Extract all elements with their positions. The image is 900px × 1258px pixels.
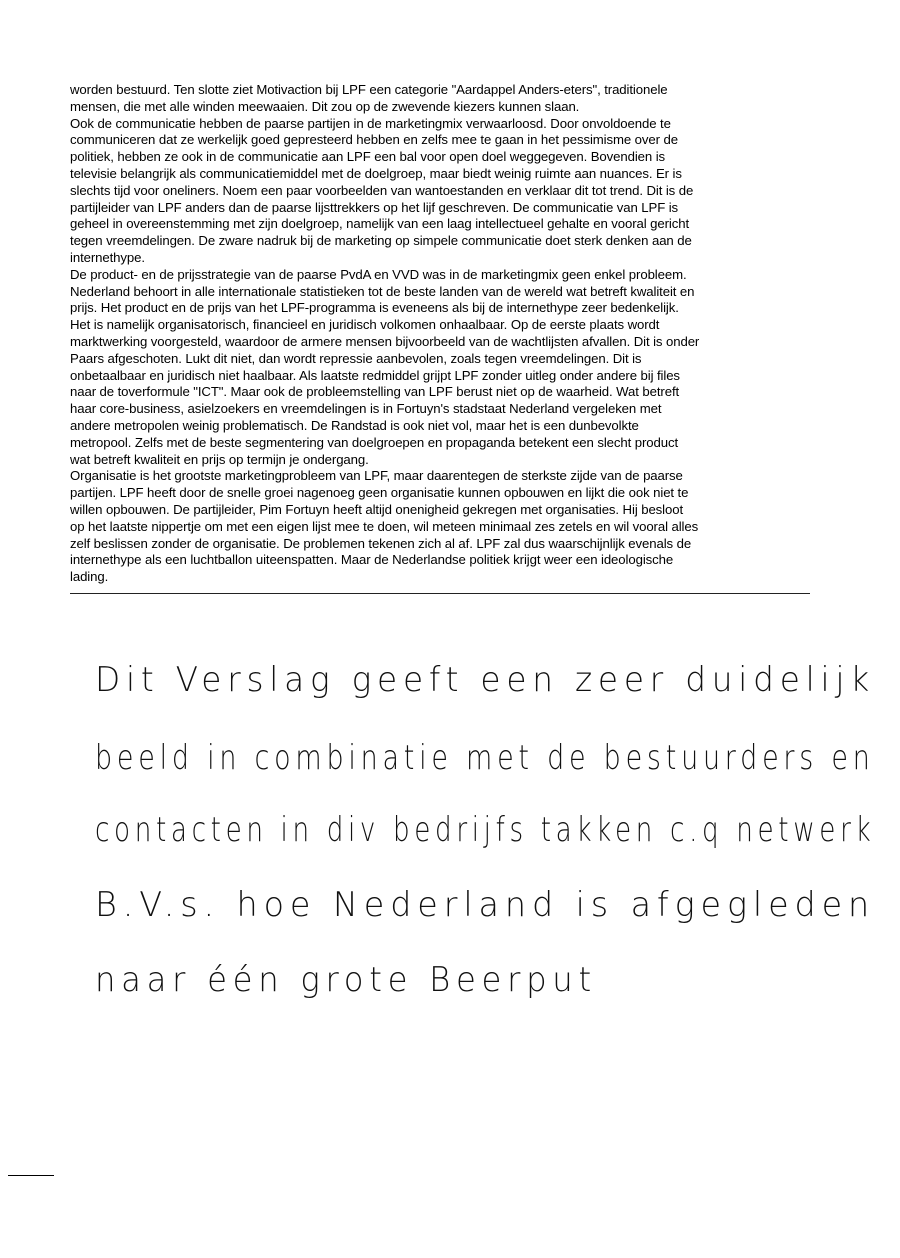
- typed-line: prijs. Het product en de prijs van het LPF-programma is eveneens als bij de internethype zeer bedenkelijk.: [70, 300, 679, 316]
- typed-line: communiceren dat ze werkelijk goed gepresteerd hebben en zelfs mee te gaan in het pessimisme over de: [70, 132, 678, 148]
- typed-line: Organisatie is het grootste marketingprobleem van LPF, maar daarentegen de sterkste zijde van de paarse: [70, 468, 683, 484]
- typed-line: op het laatste nippertje om met een eigen lijst mee te doen, wil meteen minimaal zes zetels en wil vooral alles: [70, 518, 699, 534]
- typed-line: willen opbouwen. De partijleider, Pim Fortuyn heeft altijd onenigheid gekregen met organisaties. Hij besloot: [70, 501, 684, 517]
- handwritten-line: naar één grote Beerput: [95, 960, 597, 1000]
- typed-line: onbetaalbaar en juridisch niet haalbaar. Als laatste redmiddel grijpt LPF zonder uitleg onder andere bij files: [70, 367, 680, 383]
- typed-line: politiek, hebben ze ook in de communicatie aan LPF een bal voor open doel weggegeven. Bovendien is: [70, 149, 666, 165]
- typed-line: naar de toverformule "ICT". Maar ook de probleemstelling van LPF berust niet op de waarheid. Wat betreft: [70, 384, 680, 400]
- typed-line: Paars afgeschoten. Lukt dit niet, dan wordt repressie aanbevolen, zoals tegen vreemdelingen. Dit is: [70, 350, 642, 366]
- typed-line: Ook de communicatie hebben de paarse partijen in de marketingmix verwaarloosd. Door onvoldoende te: [70, 115, 671, 131]
- typed-line: wat betreft kwaliteit en prijs op termijn je ondergang.: [70, 451, 369, 467]
- typed-line: andere metropolen weinig problematisch. De Randstad is ook niet vol, maar het is een dunbevolkte: [70, 417, 639, 433]
- typed-line: Nederland behoort in alle internationale statistieken tot de beste landen van de wereld wat betreft kwaliteit en: [70, 283, 695, 299]
- handwritten-line: B.V.s. hoe Nederland is afgegleden: [95, 885, 876, 925]
- handwritten-line: beeld in combinatie met de bestuurders en: [95, 738, 875, 778]
- typed-line: partijen. LPF heeft door de snelle groei nagenoeg geen organisatie kunnen opbouwen en lijkt die ook niet te: [70, 485, 689, 501]
- typed-line: marktwerking voorgesteld, waardoor de armere mensen bijvoorbeeld van de wachtlijsten afvallen. Dit is onder: [70, 333, 700, 349]
- typed-line: metropool. Zelfs met de beste segmentering van doelgroepen en propaganda betekent een slecht product: [70, 434, 679, 450]
- typed-line: worden bestuurd. Ten slotte ziet Motivaction bij LPF een categorie "Aardappel Anders-eters", traditionele: [70, 82, 668, 97]
- typed-line: internethype.: [70, 249, 145, 265]
- typed-line: geheel in overeenstemming met zijn doelgroep, namelijk van een laag intellectueel gehalte en vooral gericht: [70, 216, 690, 232]
- typed-line: De product- en de prijsstrategie van de paarse PvdA en VVD was in de marketingmix geen enkel probleem.: [70, 266, 687, 282]
- typed-line: partijleider van LPF anders dan de paarse lijsttrekkers op het lijf geschreven. De communicatie van LPF is: [70, 199, 679, 215]
- separator-line: [70, 593, 810, 594]
- handwritten-line: contacten in div bedrijfs takken c.q netwerk: [95, 810, 876, 850]
- typed-line: mensen, die met alle winden meewaaien. Dit zou op de zwevende kiezers kunnen slaan.: [70, 98, 580, 114]
- typed-text-block: [70, 82, 815, 586]
- typed-line: slechts tijd voor oneliners. Noem een paar voorbeelden van wantoestanden en verklaar dit tot trend. Dit is de: [70, 182, 694, 198]
- typed-line: tegen vreemdelingen. De zware nadruk bij de marketing op simpele communicatie doet sterk denken aan de: [70, 233, 692, 249]
- typed-line: televisie belangrijk als communicatiemiddel met de doelgroep, maar biedt weinig ruimte aan nuances. Er is: [70, 165, 682, 181]
- typed-line: lading.: [70, 569, 109, 585]
- typed-line: haar core-business, asielzoekers en vreemdelingen is in Fortuyn's stadstaat Nederland vergeleken met: [70, 401, 662, 417]
- typed-line: internethype als een luchtballon uiteenspatten. Maar de Nederlandse politiek krijgt weer een ideologische: [70, 552, 674, 568]
- typed-line: zelf beslissen zonder de organisatie. De problemen tekenen zich al af. LPF zal dus waarschijnlijk evenals de: [70, 535, 692, 551]
- typed-line: Het is namelijk organisatorisch, financieel en juridisch volkomen onhaalbaar. Op de eerste plaats wordt: [70, 317, 660, 333]
- footnote-rule: [8, 1175, 54, 1176]
- handwritten-line: Dit Verslag geeft een zeer duidelijk: [95, 660, 876, 700]
